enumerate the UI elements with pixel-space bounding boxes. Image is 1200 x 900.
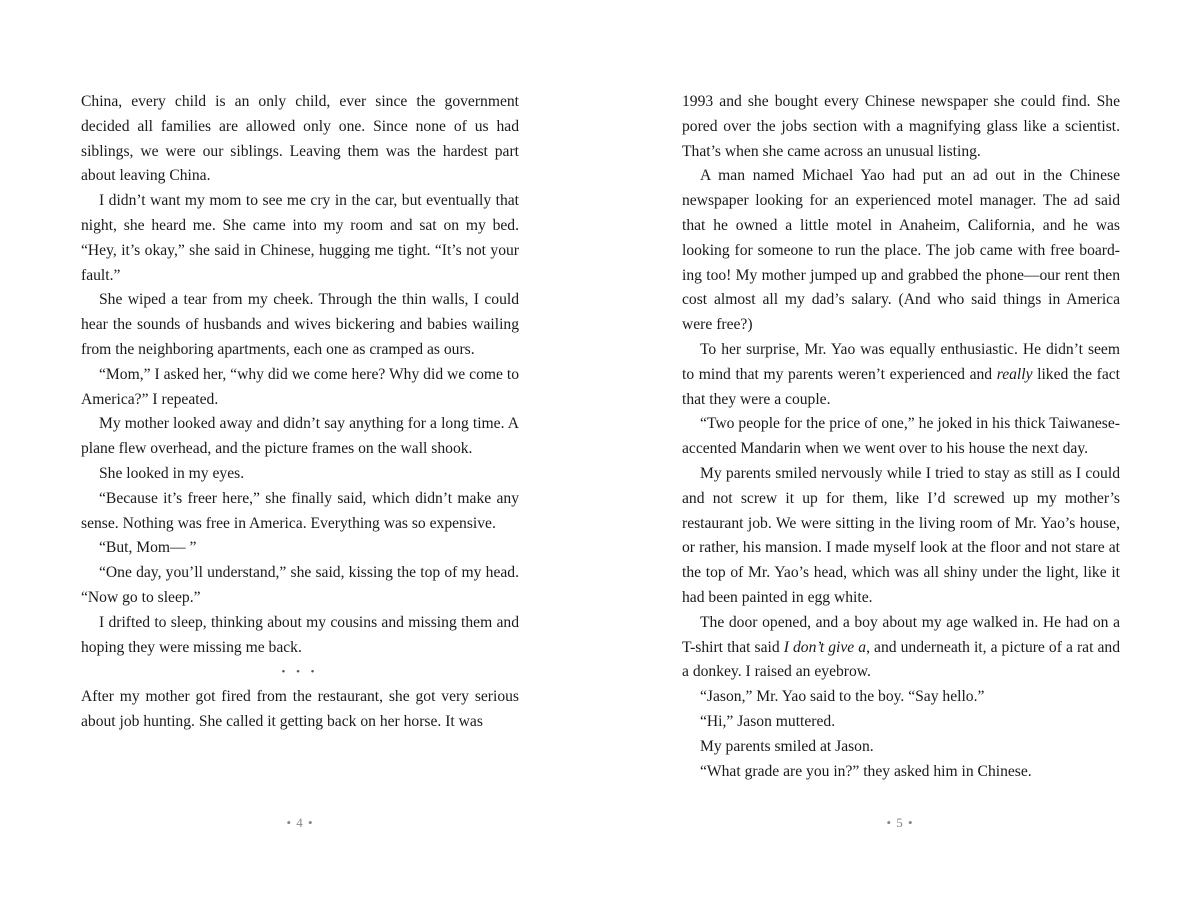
paragraph: “Jason,” Mr. Yao said to the boy. “Say hello.”	[700, 688, 985, 706]
paragraph: 1993 and she bought every Chinese newspaper she could find. She pored over the jobs section with a magnifying glass like a scientist. That’s when she came across an unusual listing.	[682, 93, 1120, 160]
paragraph	[682, 338, 1120, 412]
page-number: • 4 •	[286, 815, 314, 830]
italic-text: I don’t give a	[783, 638, 867, 656]
paragraph: “Because it’s freer here,” she finally said, which didn’t make any sense. Nothing was free in America. Everything was so expensive.	[81, 489, 519, 532]
paragraph	[682, 611, 1120, 685]
paragraph: My mother looked away and didn’t say anything for a long time. A plane flew overhead, and the picture frames on the wall shook.	[81, 415, 519, 458]
paragraph: A man named Michael Yao had put an ad out in the Chinese newspaper looking for an experienced motel manager. The ad said that he owned a little motel in Anaheim, California, and he was looking for someone to run the place. The job came with free boarding too! My mother jumped up and grabbed the phone—our rent then cost almost all my dad’s salary. (And who said things in America were free?)	[682, 167, 1120, 334]
paragraph: China, every child is an only child, ever since the government decided all families are allowed only one. Since none of us had siblings, we were our siblings. Leaving them was the hardest part about leaving China.	[81, 93, 519, 185]
italic-text: really	[996, 365, 1033, 383]
text-run: , and underneath it, a picture of a rat and a donkey. I raised an eyebrow.	[682, 638, 1120, 681]
page-number: • 5 •	[886, 815, 914, 830]
paragraph: My parents smiled at Jason.	[700, 737, 874, 755]
paragraph: I drifted to sleep, thinking about my cousins and missing them and hoping they were missing me back.	[81, 613, 519, 656]
paragraph: “What grade are you in?” they asked him in Chinese.	[700, 762, 1032, 780]
text-run: The door opened, and a boy about my age walked in. He had on a T-shirt that said	[682, 613, 1120, 656]
paragraph: I didn’t want my mom to see me cry in the car, but eventually that night, she heard me. She came into my room and sat on my bed. “Hey, it’s okay,” she said in Chinese, hugging me tight. “It’s not your fault.”	[81, 192, 519, 284]
text-run: liked the fact that they were a couple.	[682, 365, 1120, 408]
paragraph: She wiped a tear from my cheek. Through the thin walls, I could hear the sounds of husbands and wives bickering and babies wailing from the neighboring apartments, each one as cramped as ours.	[81, 291, 519, 358]
paragraph: She looked in my eyes.	[99, 464, 245, 482]
paragraph: “One day, you’ll understand,” she said, kissing the top of my head. “Now go to sleep.”	[81, 564, 519, 606]
paragraph: “Hi,” Jason muttered.	[700, 712, 836, 730]
paragraph: “But, Mom— ”	[99, 539, 197, 557]
section-break-ornament: • • •	[281, 666, 319, 679]
text-run: To her surprise, Mr. Yao was equally enthusiastic. He didn’t seem to mind that my parents weren’t experienced and	[682, 340, 1120, 383]
left-page	[81, 90, 519, 735]
paragraph: “Mom,” I asked her, “why did we come here? Why did we come to America?” I repeated.	[81, 365, 519, 408]
right-page	[682, 90, 1120, 784]
paragraph: My parents smiled nervously while I tried to stay as still as I could and not screw it up for them, like I’d screwed up my mother’s restaurant job. We were sitting in the living room of Mr. Yao’s house, or rather, his mansion. I made myself look at the floor and not stare at the top of Mr. Yao’s head, which was all shiny under the light, like it had been painted in egg white.	[682, 464, 1120, 606]
paragraph: “Two people for the price of one,” he joked in his thick Taiwanese-accented Mandarin when we went over to his house the next day.	[682, 415, 1120, 458]
paragraph: After my mother got fired from the restaurant, she got very serious about job hunting. She called it getting back on her horse. It was	[81, 688, 519, 730]
